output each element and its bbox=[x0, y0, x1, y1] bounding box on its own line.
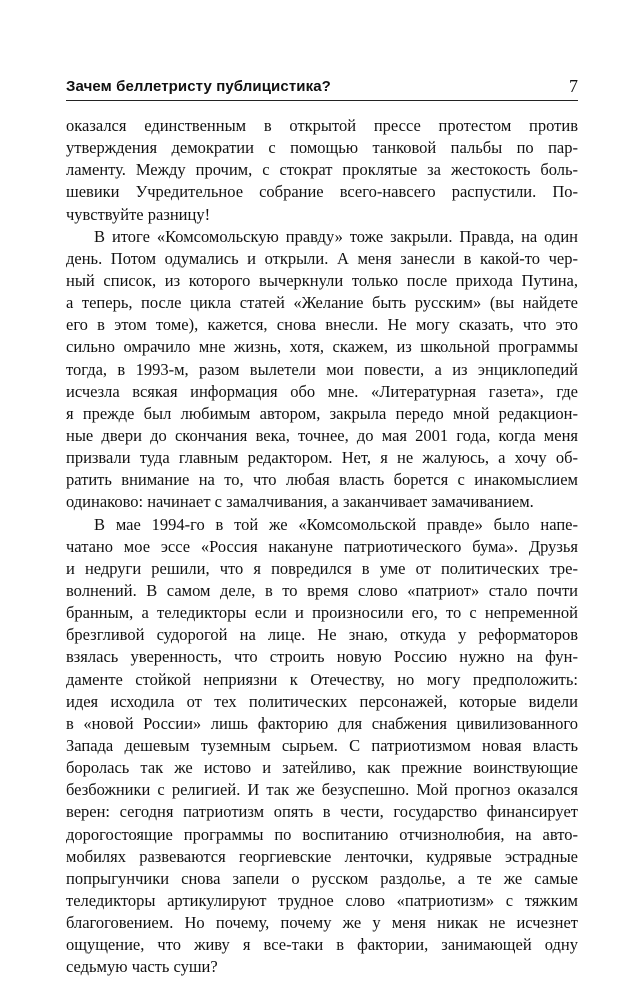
text-line: мобилях развеваются георгиевские ленточки, кудрявые эстрадные bbox=[66, 846, 578, 866]
text-line: верен: сегодня патриотизм опять в чести, государство финансирует bbox=[66, 802, 578, 822]
text-line: день. Потом одумались и открыли. А меня занесли в какой-то чер- bbox=[66, 248, 578, 268]
running-header bbox=[66, 74, 578, 101]
text-line: попрыгунчики снова запели о русском раздолье, а те же самые bbox=[66, 868, 578, 888]
text-line: чувствуйте разницу! bbox=[66, 204, 211, 224]
text-line: ный список, из которого вычеркнули только после прихода Путина, bbox=[66, 270, 578, 290]
text-line: призвали туда главным редактором. Нет, я не жалуюсь, а хочу об- bbox=[66, 448, 578, 468]
text-line: бранным, а теледикторы если и произносили его, то с непременной bbox=[66, 603, 578, 623]
text-line: оказался единственным в открытой прессе протестом против bbox=[66, 116, 578, 135]
text-line: дорогостоящие программы по воспитанию отчизнолюбия, на авто- bbox=[66, 824, 578, 844]
text-line: и недруги решили, что я повредился в уме от политических тре- bbox=[66, 558, 578, 578]
text-line: ламенту. Между прочим, с стократ проклятые за жестокость боль- bbox=[66, 160, 578, 180]
text-line: седьмую часть суши? bbox=[66, 957, 218, 977]
text-line: безбожники с религией. И так же безуспешно. Мой прогноз оказался bbox=[66, 780, 578, 800]
text-line: шевики Учредительное собрание всего-навсего распустили. По- bbox=[66, 182, 578, 202]
text-line: сильно омрачило мне жизнь, хотя, скажем, из школьной программы bbox=[66, 337, 578, 357]
page-number: 7 bbox=[569, 76, 578, 96]
text-line: взялась уверенность, что строить новую Россию нужно на фун- bbox=[66, 647, 578, 667]
text-line: я прежде был любимым автором, закрыла передо мной редакцион- bbox=[66, 403, 578, 423]
text-line: в «новой России» лишь факторию для снабжения цивилизованного bbox=[66, 713, 578, 733]
running-title: Зачем беллетристу публицистика? bbox=[66, 78, 331, 95]
body-text bbox=[66, 115, 578, 978]
text-line: ратить внимание на то, что любая власть борется с инакомыслием bbox=[66, 470, 578, 490]
text-line: чатано мое эссе «Россия накануне патриотического бума». Друзья bbox=[66, 536, 578, 556]
text-line: а теперь, после цикла статей «Желание быть русским» (вы найдете bbox=[66, 293, 578, 313]
text-line: исчезла всякая информация обо мне. «Литературная газета», где bbox=[66, 381, 578, 401]
text-line: одинаково: начинает с замалчивания, а заканчивает замачиванием. bbox=[66, 492, 534, 512]
text-line: благоговением. Но почему, почему же у меня никак не исчезнет bbox=[66, 913, 578, 933]
text-line: тогда, в 1993-м, разом вылетели мои повести, а из энциклопедий bbox=[66, 359, 578, 379]
text-line: теледикторы артикулируют трудное слово «патриотизм» с тяжким bbox=[66, 890, 578, 910]
text-line: идея исходила от тех политических персонажей, которые видели bbox=[66, 691, 578, 711]
text-line: утверждения демократии с помощью танковой пальбы по пар- bbox=[66, 138, 578, 158]
text-line: волнений. В самом деле, в то время слово «патриот» стало почти bbox=[66, 580, 578, 600]
text-line: ные двери до скончания века, точнее, до мая 2001 года, когда меня bbox=[66, 425, 578, 445]
text-line: В мае 1994-го в той же «Комсомольской правде» было напе- bbox=[94, 514, 578, 534]
text-line: В итоге «Комсомольскую правду» тоже закрыли. Правда, на один bbox=[94, 226, 578, 246]
text-line: даменте стойкой неприязни к Отечеству, но могу предположить: bbox=[66, 669, 578, 689]
text-line: ощущение, что живу я все-таки в фактории, занимающей одну bbox=[66, 935, 578, 955]
text-line: боролась так же истово и затейливо, как прежние воинствующие bbox=[66, 758, 578, 778]
text-line: Запада дешевым туземным сырьем. С патриотизмом новая власть bbox=[66, 735, 578, 755]
text-line: его в этом томе), кажется, снова внесли. Не могу сказать, что это bbox=[66, 315, 578, 335]
text-line: брезгливой судорогой на лице. Не знаю, откуда у реформаторов bbox=[66, 625, 578, 645]
